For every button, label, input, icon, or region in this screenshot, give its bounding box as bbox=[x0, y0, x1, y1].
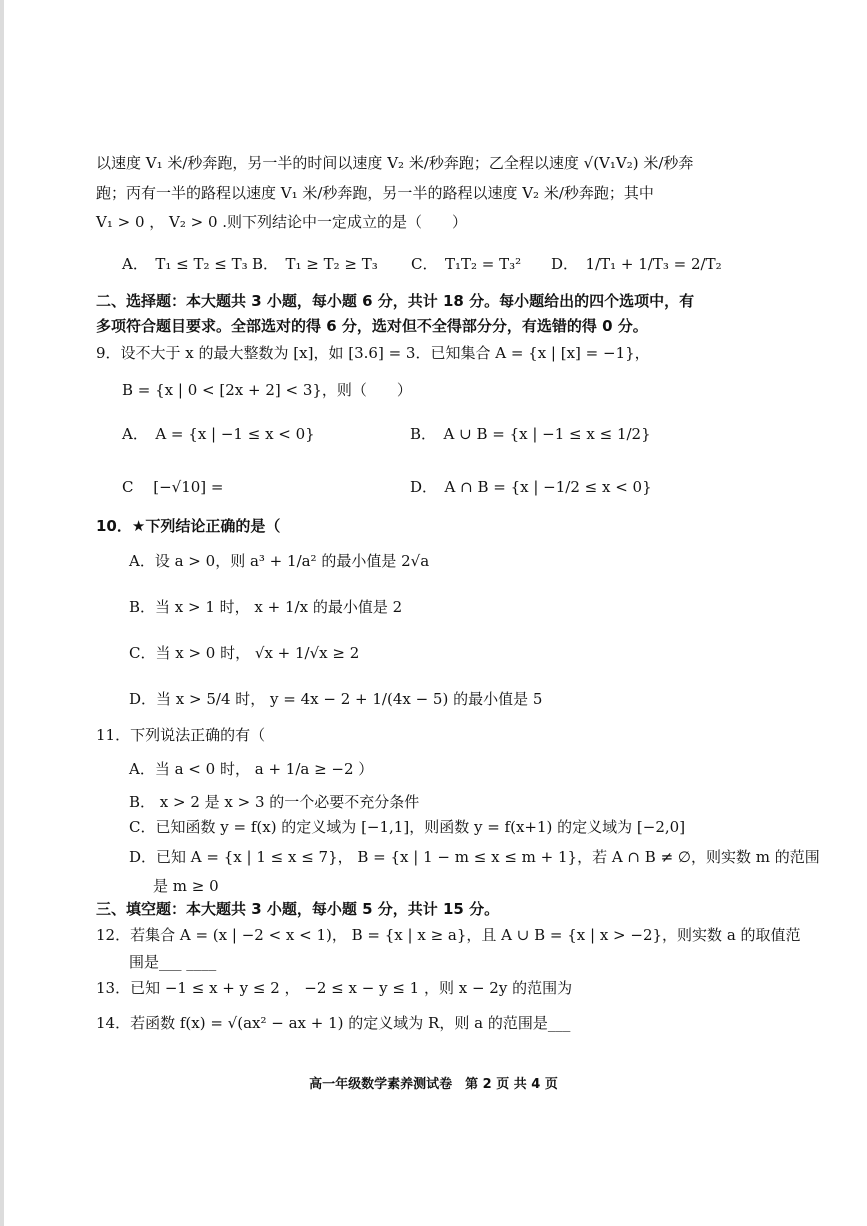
q10-stem: 10．★下列结论正确的是（ bbox=[96, 517, 281, 535]
q12-line-2: 围是___ ____ bbox=[129, 953, 217, 971]
section-3-header: 三、填空题：本大题共 3 小题，每小题 5 分，共计 15 分。 bbox=[96, 900, 500, 918]
section-2-header-line-2: 多项符合题目要求。全部选对的得 6 分，选对但不全得部分分，有选错的得 0 分。 bbox=[96, 317, 648, 335]
q9-line-1: 9．设不大于 x 的最大整数为 [x]，如 [3.6] = 3．已知集合 A = {x | [x] = −1}， bbox=[96, 344, 650, 362]
q11-option-b: B． x > 2 是 x > 3 的一个必要不充分条件 bbox=[129, 793, 420, 811]
q10-option-c: C．当 x > 0 时， √x + 1/√x ≥ 2 bbox=[129, 644, 360, 662]
q8-option-b: B． T₁ ≥ T₂ ≥ T₃ bbox=[252, 255, 378, 273]
q9-option-a: A． A = {x | −1 ≤ x < 0} bbox=[122, 425, 315, 443]
q10-option-d: D．当 x > 5/4 时， y = 4x − 2 + 1/(4x − 5) 的最小值是 5 bbox=[129, 690, 543, 708]
q11-option-d-line-2: 是 m ≥ 0 bbox=[153, 877, 219, 895]
q12-line-1: 12．若集合 A = (x | −2 < x < 1)， B = {x | x ≥ a}，且 A ∪ B = {x | x > −2}，则实数 a 的取值范 bbox=[96, 926, 801, 944]
q9-option-c: C [−√10] = bbox=[122, 478, 224, 496]
q11-option-a: A．当 a < 0 时， a + 1/a ≥ −2 ） bbox=[129, 760, 374, 778]
q14-line: 14．若函数 f(x) = √(ax² − ax + 1) 的定义域为 R，则 a 的范围是___ bbox=[96, 1014, 571, 1032]
q10-option-a: A．设 a > 0，则 a³ + 1/a² 的最小值是 2√a bbox=[129, 552, 430, 570]
q9-option-b: B． A ∪ B = {x | −1 ≤ x ≤ 1/2} bbox=[410, 425, 651, 443]
q11-option-c: C．已知函数 y = f(x) 的定义域为 [−1,1]，则函数 y = f(x+1) 的定义域为 [−2,0] bbox=[129, 818, 686, 836]
q10-option-b: B．当 x > 1 时， x + 1/x 的最小值是 2 bbox=[129, 598, 403, 616]
q8-line-2: 跑；丙有一半的路程以速度 V₁ 米/秒奔跑，另一半的路程以速度 V₂ 米/秒奔跑；其中 bbox=[96, 184, 654, 202]
scan-edge bbox=[0, 0, 4, 1226]
q8-line-1: 以速度 V₁ 米/秒奔跑，另一半的时间以速度 V₂ 米/秒奔跑；乙全程以速度 √(V₁V₂) 米/秒奔 bbox=[96, 154, 694, 172]
q11-option-d-line-1: D．已知 A = {x | 1 ≤ x ≤ 7}， B = {x | 1 − m ≤ x ≤ m + 1}，若 A ∩ B ≠ ∅，则实数 m 的范围 bbox=[129, 848, 820, 866]
q8-option-d: D． 1/T₁ + 1/T₃ = 2/T₂ bbox=[551, 255, 722, 273]
page-footer: 高一年级数学素养测试卷 第 2 页 共 4 页 bbox=[309, 1077, 558, 1092]
q11-stem: 11．下列说法正确的有（ bbox=[96, 726, 266, 744]
q9-option-d: D． A ∩ B = {x | −1/2 ≤ x < 0} bbox=[410, 478, 652, 496]
section-2-header-line-1: 二、选择题：本大题共 3 小题，每小题 6 分，共计 18 分。每小题给出的四个选项中，有 bbox=[96, 292, 695, 310]
q13-line: 13．已知 −1 ≤ x + y ≤ 2 ， −2 ≤ x − y ≤ 1 ，则 x − 2y 的范围为 bbox=[96, 979, 573, 997]
q8-option-c: C． T₁T₂ = T₃² bbox=[411, 255, 522, 273]
q8-line-3: V₁ > 0 ， V₂ > 0 .则下列结论中一定成立的是（ ） bbox=[96, 213, 468, 231]
q9-line-2: B = {x | 0 < [2x + 2] < 3}，则（ ） bbox=[122, 381, 412, 399]
q8-option-a: A． T₁ ≤ T₂ ≤ T₃ bbox=[122, 255, 248, 273]
